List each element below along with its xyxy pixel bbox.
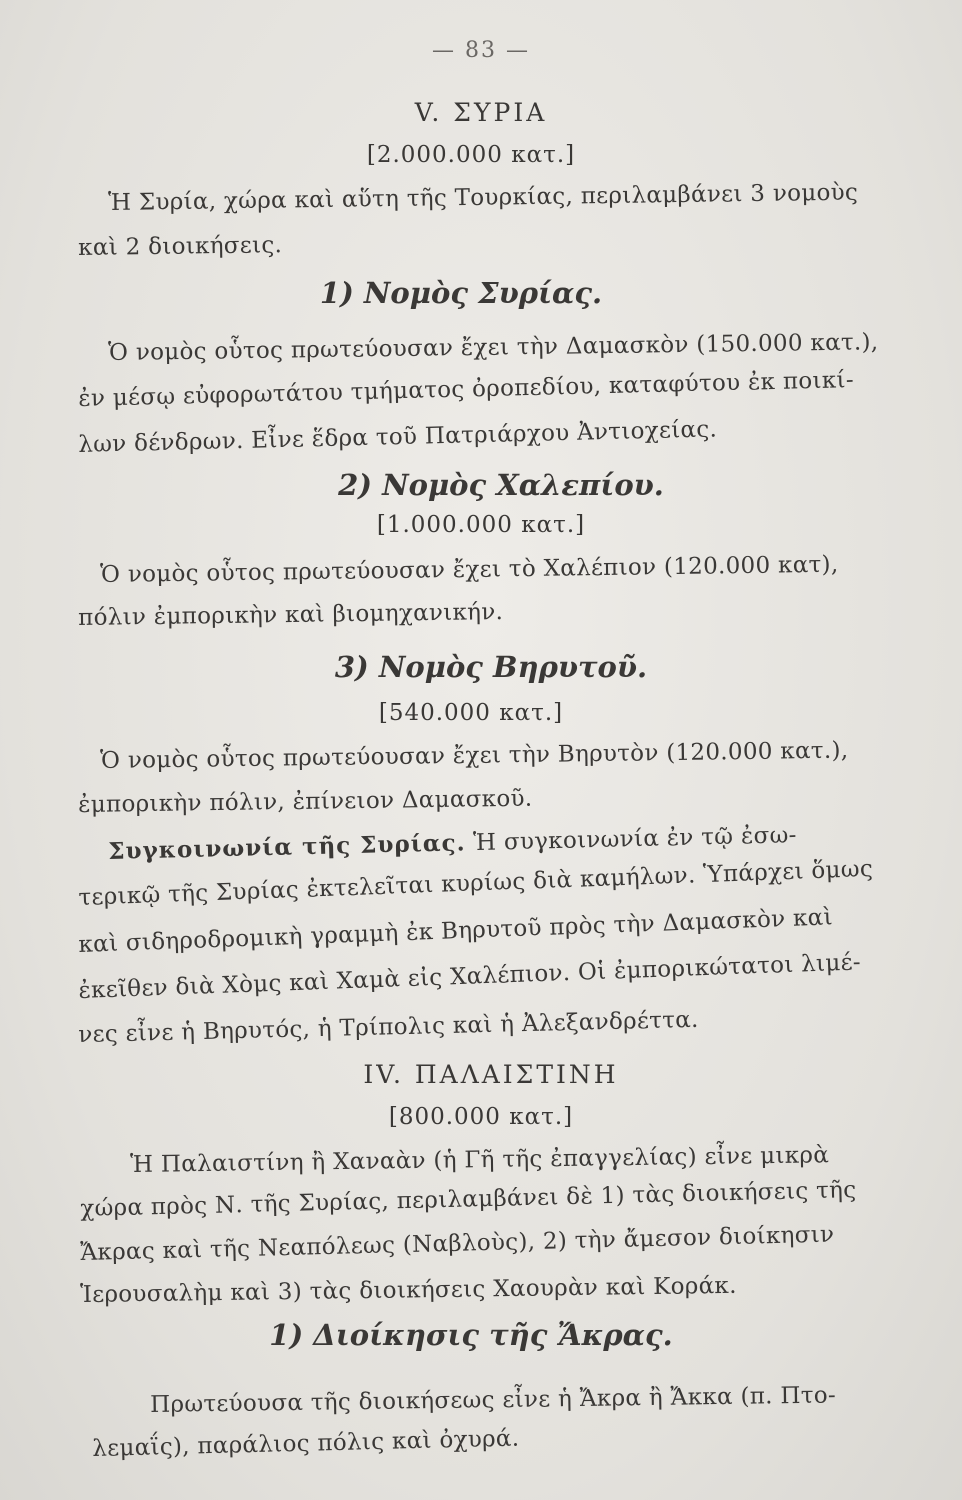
- chalepi-population: [1.000.000 κατ.]: [376, 512, 586, 538]
- dioikisis-akras-line-2: λεμαΐς), παράλιος πόλις καὶ ὀχυρά.: [92, 1425, 520, 1462]
- section-title-dioikisis-akras: 1) Διοίκησις τῆς Ἄκρας.: [269, 1318, 673, 1352]
- syria-intro-line-1: Ἡ Συρία, χώρα καὶ αὕτη τῆς Τουρκίας, περιλαμβάνει 3 νομοὺς: [108, 179, 859, 216]
- page-number: — 83 —: [432, 38, 530, 63]
- communication-line-3: καὶ σιδηροδρομικὴ γραμμὴ ἐκ Βηρυτοῦ πρὸς τὴν Δαμασκὸν καὶ: [78, 904, 834, 958]
- nomos-chalepiou-line-2: πόλιν ἐμπορικὴν καὶ βιομηχανικήν.: [78, 599, 504, 631]
- nomos-syrias-line-2: ἐν μέσῳ εὐφορωτάτου τμήματος ὀροπεδίου, καταφύτου ἐκ ποικί-: [78, 367, 855, 412]
- palestine-line-3: Ἄκρας καὶ τῆς Νεαπόλεως (Ναβλοὺς), 2) τὴν ἄμεσον διοίκησιν: [80, 1221, 835, 1266]
- chapter-heading-palestine: IV. ΠΑΛΑΙΣΤΙΝΗ: [363, 1060, 619, 1089]
- communication-text-start: Ἡ συγκοινωνία ἐν τῷ ἐσω-: [465, 822, 797, 857]
- palestine-line-2: χώρα πρὸς Ν. τῆς Συρίας, περιλαμβάνει δὲ 1) τὰς διοικήσεις τῆς: [80, 1177, 857, 1222]
- vyrytou-population: [540.000 κατ.]: [378, 700, 564, 726]
- section-title-nomos-syrias: 1) Νομὸς Συρίας.: [319, 276, 603, 310]
- dioikisis-akras-line-1: Πρωτεύουσα τῆς διοικήσεως εἶνε ἡ Ἄκρα ἢ Ἄκκα (π. Πτο-: [150, 1382, 837, 1418]
- communication-line-4: ἐκεῖθεν διὰ Χὸμς καὶ Χαμὰ εἰς Χαλέπιον. Οἱ ἐμπορικώτατοι λιμέ-: [78, 949, 862, 1004]
- syria-population: [2.000.000 κατ.]: [366, 142, 576, 168]
- chapter-heading-syria: V. ΣΥΡΙΑ: [414, 98, 548, 127]
- palestine-line-4: Ἱερουσαλὴμ καὶ 3) τὰς διοικήσεις Χαουρὰν καὶ Κοράκ.: [80, 1272, 737, 1308]
- communication-line-2: τερικῷ τῆς Συρίας ἐκτελεῖται κυρίως διὰ καμήλων. Ὑπάρχει ὅμως: [78, 855, 874, 911]
- syria-intro-line-2: καὶ 2 διοικήσεις.: [78, 232, 283, 261]
- section-title-nomos-chalepiou: 2) Νομὸς Χαλεπίου.: [338, 468, 664, 502]
- nomos-syrias-line-1: Ὁ νομὸς οὗτος πρωτεύουσαν ἔχει τὴν Δαμασκὸν (150.000 κατ.),: [108, 329, 879, 366]
- nomos-vyrytou-line-1: Ὁ νομὸς οὗτος πρωτεύουσαν ἔχει τὴν Βηρυτὸν (120.000 κατ.),: [100, 737, 849, 774]
- nomos-syrias-line-3: λων δένδρων. Εἶνε ἕδρα τοῦ Πατριάρχου Ἀντιοχείας.: [78, 416, 718, 458]
- communication-lead-title: Συγκοινωνία τῆς Συρίας.: [108, 829, 466, 865]
- nomos-vyrytou-line-2: ἐμπορικὴν πόλιν, ἐπίνειον Δαμασκοῦ.: [78, 785, 533, 818]
- palestine-population: [800.000 κατ.]: [388, 1104, 574, 1130]
- section-title-nomos-vyrytou: 3) Νομὸς Βηρυτοῦ.: [334, 650, 648, 684]
- palestine-line-1: Ἡ Παλαιστίνη ἢ Χαναὰν (ἡ Γῆ τῆς ἐπαγγελίας) εἶνε μικρὰ: [130, 1142, 830, 1178]
- nomos-chalepiou-line-1: Ὁ νομὸς οὗτος πρωτεύουσαν ἔχει τὸ Χαλέπιον (120.000 κατ),: [100, 551, 839, 588]
- communication-line-5: νες εἶνε ἡ Βηρυτός, ἡ Τρίπολις καὶ ἡ Ἀλεξανδρέττα.: [78, 1006, 699, 1048]
